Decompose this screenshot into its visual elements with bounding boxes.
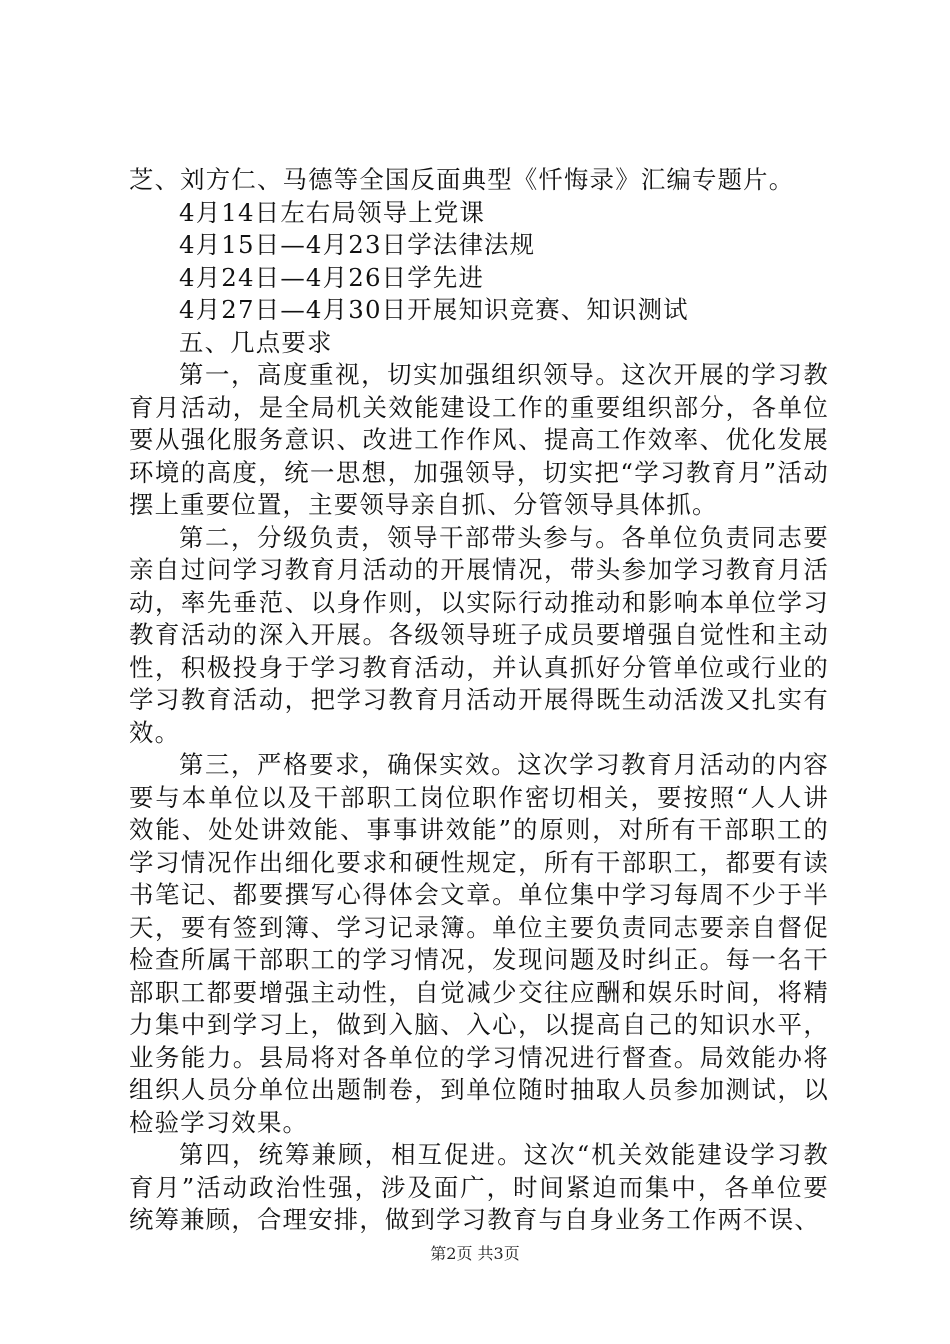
paragraph-continuation: 芝、刘方仁、马德等全国反面典型《忏悔录》汇编专题片。	[129, 165, 795, 194]
requirement-paragraph: 第四，统筹兼顾，相互促进。这次“机关效能建设学习教育月”活动政治性强，涉及面广，时间紧迫而集中，各单位要统筹兼顾，合理安排，做到学习教育与自身业务工作两不误、	[129, 1140, 829, 1234]
schedule-item: 4月27日—4月30日开展知识竞赛、知识测试	[179, 295, 689, 324]
page-number: 第2页 共3页	[430, 1244, 520, 1263]
section-heading: 五、几点要求	[179, 327, 333, 357]
document-body	[129, 164, 829, 1237]
requirement-paragraph: 第一，高度重视，切实加强组织领导。这次开展的学习教育月活动，是全局机关效能建设工作的重要组织部分，各单位要从强化服务意识、改进工作作风、提高工作效率、优化发展环境的高度，统一思想，加强领导，切实把“学习教育月”活动摆上重要位置，主要领导亲自抓、分管领导具体抓。	[129, 360, 829, 519]
requirement-paragraph: 第二，分级负责，领导干部带头参与。各单位负责同志要亲自过问学习教育月活动的开展情况，带头参加学习教育月活动，率先垂范、以身作则，以实际行动推动和影响本单位学习教育活动的深入开展。各级领导班子成员要增强自觉性和主动性，积极投身于学习教育活动，并认真抓好分管单位或行业的学习教育活动，把学习教育月活动开展得既生动活泼又扎实有效。	[129, 522, 829, 747]
schedule-item: 4月14日左右局领导上党课	[179, 197, 486, 227]
requirement-paragraph: 第三，严格要求，确保实效。这次学习教育月活动的内容要与本单位以及干部职工岗位职作密切相关，要按照“人人讲效能、处处讲效能、事事讲效能”的原则，对所有干部职工的学习情况作出细化要求和硬性规定，所有干部职工，都要有读书笔记、都要撰写心得体会文章。单位集中学习每周不少于半天，要有签到簿、学习记录簿。单位主要负责同志要亲自督促检查所属干部职工的学习情况，发现问题及时纠正。每一名干部职工都要增强主动性，自觉减少交往应酬和娱乐时间，将精力集中到学习上，做到入脑、入心，以提高自己的知识水平，业务能力。县局将对各单位的学习情况进行督查。局效能办将组织人员分单位出题制卷，到单位随时抽取人员参加测试，以检验学习效果。	[129, 750, 829, 1137]
schedule-item: 4月24日—4月26日学先进	[179, 262, 485, 292]
schedule-item: 4月15日—4月23日学法律法规	[179, 230, 536, 259]
page-footer	[0, 1244, 950, 1264]
